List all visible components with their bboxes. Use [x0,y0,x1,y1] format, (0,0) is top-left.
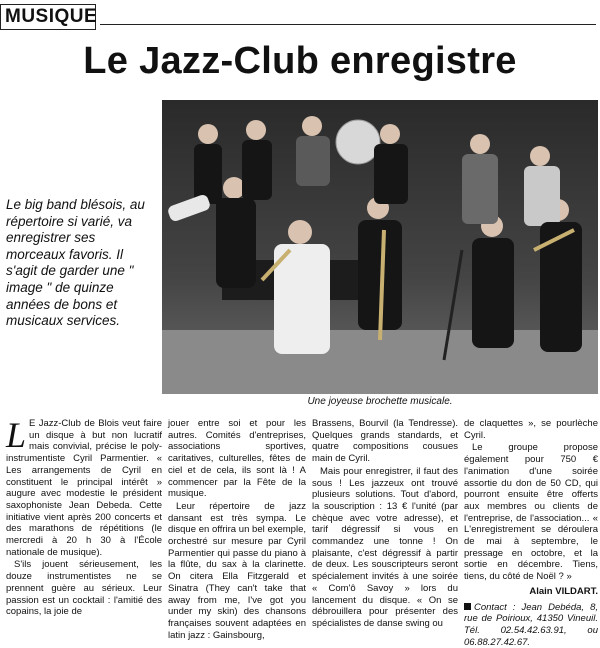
article-column-1 [6,415,162,619]
article-column-2 [168,418,306,642]
band-photo-illustration [162,100,598,394]
lead-paragraph: Le big band blésois, au répertoire si varié, va enregistrer ses morceaux favoris. Il s'agit de garder une " image " de quinze années de bons et musicaux services. [6,197,145,329]
headline: Le Jazz-Club enregistre [83,40,517,82]
photo-caption: Une joyeuse brochette musicale. [307,396,453,407]
article-column-4 [464,418,598,648]
paragraph: Brassens, Bourvil (la Tendresse). Quelques grands standards, et quatre compositions cousues main de Cyril. [312,418,458,465]
contact-info [464,602,598,648]
rubric-rule [100,24,596,25]
drop-cap: L [6,415,27,455]
section-rubric: MUSIQUE [0,4,96,30]
paragraph: Le groupe propose également pour 750 € l'animation d'une soirée assortie du don de 50 CD, qui pourront ensuite être offerts aux membres ou clients de l'entreprise, de l'association... « L'enregistrement se déroulera de mai à septembre, le pressage en octobre, et la sortie en décembre. Tiens, tiens, du côté de Noël ? » [464,442,598,583]
author-byline: Alain VILDART. [529,585,598,597]
article-column-3 [312,418,458,631]
paragraph: E Jazz-Club de Blois veut faire un disque à but non lucratif mais convivial, précise le poly-instrumentiste Cyril Parmentier. « Les arrangements de Cyril en constituent le principal intérêt » augure avec modestie le président saxophoniste Jean Debeda. Cette initiative vient après 200 concerts et des marathons de répétitions (le mercredi à 20 h 30 à l'École nationale de musique). [6,418,162,558]
paragraph: Mais pour enregistrer, il faut des sous ! Les jazzeux ont trouvé plusieurs solutions. Tout d'abord, la souscription : 13 € l'unité (par chèque avec votre adresse), et tarif dégressif si vous en commandez une tonne ! On plaisante, c'est dégressif à partir de deux. Les souscripteurs seront spécialement invités à une soirée « Com'ô Savoy » lors du lancement du disque. « On se débrouillera pour présenter des spécialistes de danse swing ou [312,465,458,629]
bullet-square-icon [464,603,471,610]
contact-text: Contact : Jean Debéda, 8, rue de Poirioux, 41350 Vineuil. Tél. 02.54.42.63.91, ou 06.88.27.42.67. [464,601,598,648]
paragraph: Leur répertoire de jazz dansant est très sympa. Le disque en offrira un bel exemple, orchestré sur mesure par Cyril Parmentier qui passe du piano à la flûte, du sax à la clarinette. On citera Ella Fitzgerald et Sinatra (They can't take that away from me, I've got you under my skin) des chansons françaises souvent adaptées en latin jazz : Gainsbourg, [168,500,306,641]
paragraph: S'ils jouent sérieusement, les douze instrumentistes ne se prennent guère au sérieux. Leur passion est un cocktail : l'amitié des copains, la joie de [6,559,162,618]
band-photo [162,100,598,394]
paragraph: de claquettes », se pourlèche Cyril. [464,418,598,441]
paragraph: jouer entre soi et pour les autres. Comités d'entreprises, associations sportives, caritatives, culturelles, fêtes de ciel et de cela, ils sont là ! A commencer par la Fête de la musique. [168,418,306,500]
